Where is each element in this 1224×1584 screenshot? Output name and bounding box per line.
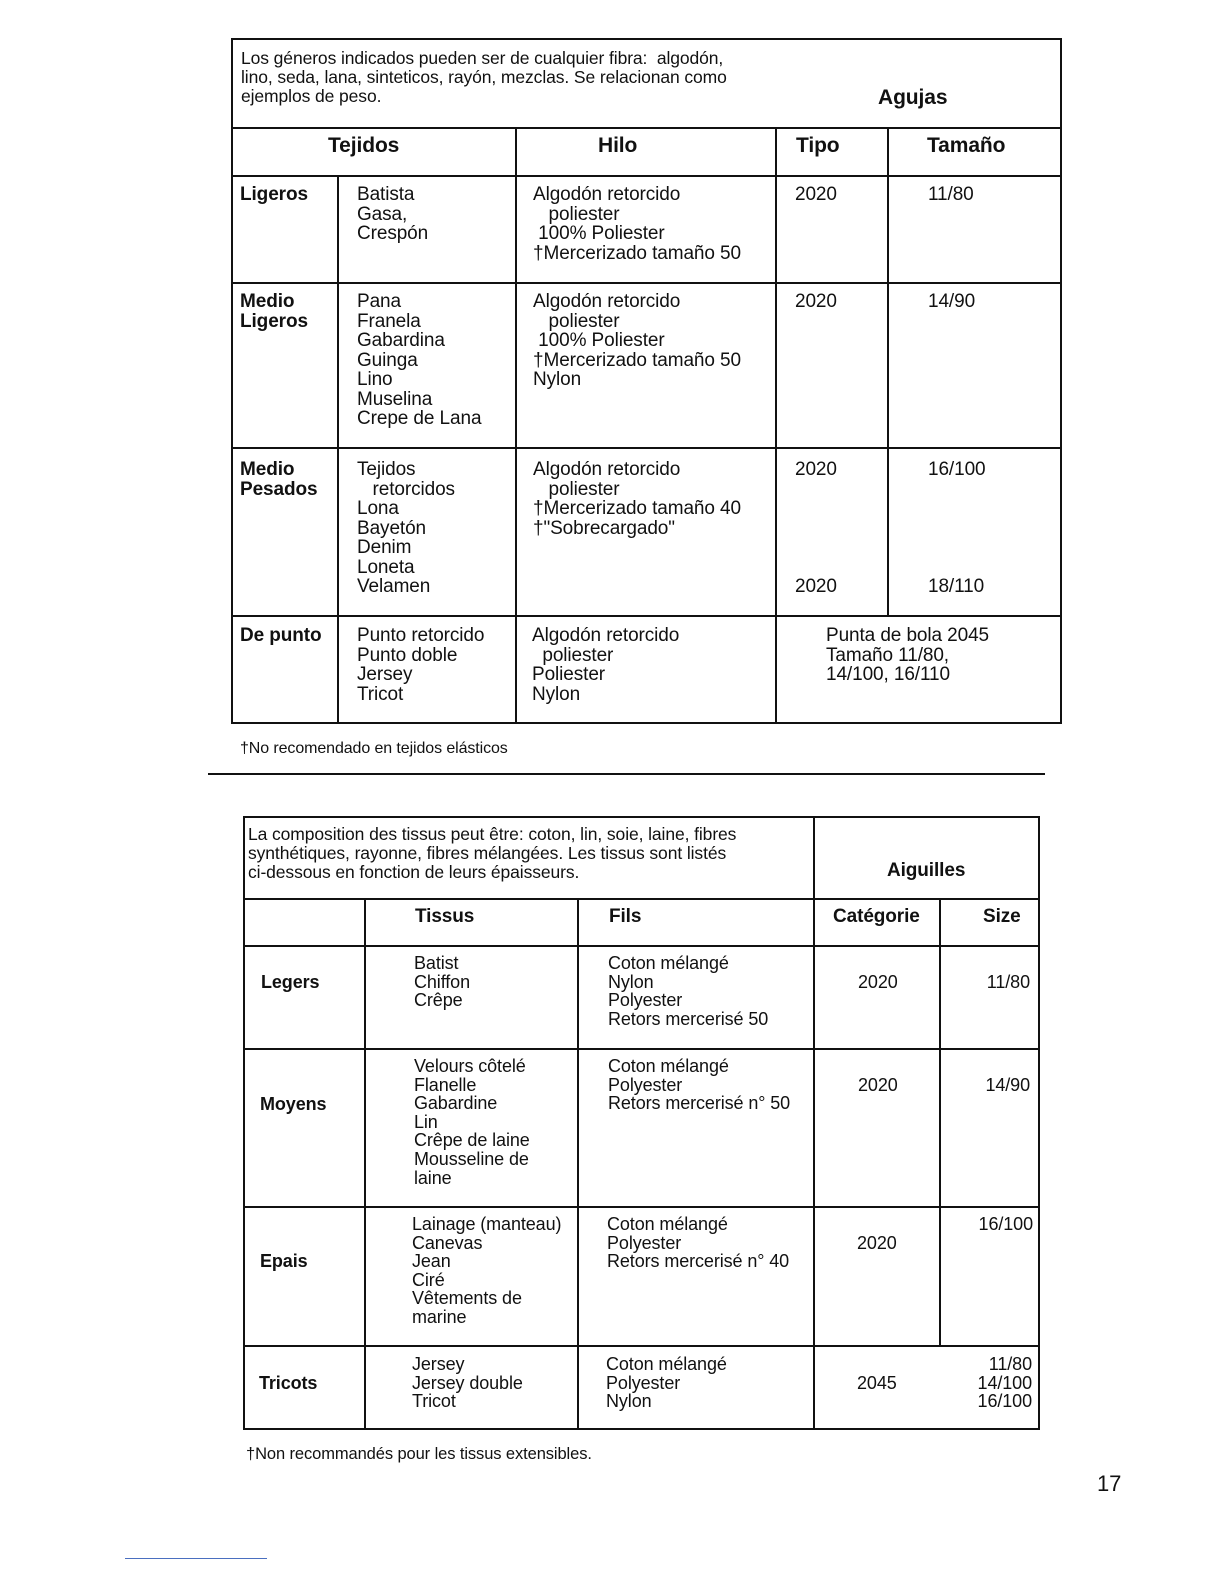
fr-row2-category: Moyens bbox=[260, 1094, 327, 1114]
es-row2-type: 2020 bbox=[795, 291, 837, 312]
fr-row4-size: 11/80 14/100 16/100 bbox=[977, 1354, 1032, 1412]
fr-line-col-category bbox=[364, 898, 366, 1430]
fr-row2-size: 14/90 bbox=[985, 1075, 1030, 1095]
es-needles-heading: Agujas bbox=[878, 86, 948, 109]
fr-row1-thread: Coton mélangé Nylon Polyester Retors mercerisé 50 bbox=[608, 953, 769, 1029]
es-row1-type: 2020 bbox=[795, 184, 837, 205]
page-number: 17 bbox=[1097, 1471, 1122, 1496]
es-header-thread: Hilo bbox=[598, 134, 638, 157]
es-header-fabrics: Tejidos bbox=[328, 134, 400, 157]
fr-line-col-thread bbox=[813, 816, 815, 1430]
fr-row4-category: Tricots bbox=[259, 1373, 318, 1393]
es-row2-thread: Algodón retorcido poliester 100% Poliester †Mercerizado tamaño 50 Nylon bbox=[533, 291, 741, 390]
es-row4-thread: Algodón retorcido poliester Poliester Nylon bbox=[532, 625, 680, 705]
french-table bbox=[243, 816, 1040, 1430]
fr-line-row1 bbox=[243, 1048, 1040, 1050]
es-row3-category: Medio Pesados bbox=[240, 459, 318, 500]
es-line-row2 bbox=[231, 447, 1062, 449]
fr-line-row3 bbox=[243, 1345, 1040, 1347]
es-row3-fabrics: Tejidos retorcidos Lona Bayetón Denim Loneta Velamen bbox=[357, 459, 455, 597]
es-row3-size: 16/100 bbox=[928, 459, 986, 480]
fr-row1-size: 11/80 bbox=[986, 972, 1030, 992]
es-row3-thread: Algodón retorcido poliester †Mercerizado tamaño 40 †"Sobrecargado" bbox=[533, 459, 741, 539]
bottom-rule bbox=[125, 1558, 267, 1559]
es-row1-category: Ligeros bbox=[240, 184, 308, 205]
fr-row1-category: Legers bbox=[261, 972, 320, 992]
fr-row3-fabrics: Lainage (manteau) Canevas Jean Ciré Vêtements de marine bbox=[412, 1214, 562, 1327]
es-line-col-type bbox=[887, 127, 889, 616]
es-row4-category: De punto bbox=[240, 625, 322, 646]
es-row1-fabrics: Batista Gasa, Crespón bbox=[357, 184, 429, 244]
fr-row3-type: 2020 bbox=[857, 1233, 897, 1253]
fr-row1-fabrics: Batist Chiffon Crêpe bbox=[414, 953, 471, 1011]
fr-row2-type: 2020 bbox=[858, 1075, 898, 1095]
es-row3-type: 2020 bbox=[795, 459, 837, 480]
fr-row3-size: 16/100 bbox=[978, 1214, 1033, 1234]
fr-row1-type: 2020 bbox=[858, 972, 898, 992]
fr-row4-thread: Coton mélangé Polyester Nylon bbox=[606, 1354, 727, 1412]
fr-needles-heading: Aiguilles bbox=[887, 860, 966, 881]
es-footnote: †No recomendado en tejidos elásticos bbox=[240, 740, 508, 757]
es-row2-category: Medio Ligeros bbox=[240, 291, 308, 332]
fr-line-header-top bbox=[243, 898, 1040, 900]
fr-header-category: Catégorie bbox=[833, 906, 920, 927]
fr-header-thread: Fils bbox=[609, 906, 642, 927]
section-divider bbox=[208, 773, 1045, 775]
fr-row2-fabrics: Velours côtelé Flanelle Gabardine Lin Crêpe de laine Mousseline de laine bbox=[414, 1056, 530, 1188]
fr-header-fabrics: Tissus bbox=[415, 906, 475, 927]
fr-intro-text: La composition des tissus peut être: coton, lin, soie, laine, fibres synthétiques, rayonne, fibres mélangées. Les tissus sont listés ci-dessous en fonction de leurs épaisseurs. bbox=[248, 824, 737, 882]
es-row2-fabrics: Pana Franela Gabardina Guinga Lino Muselina Crepe de Lana bbox=[357, 291, 482, 429]
es-row1-size: 11/80 bbox=[928, 184, 974, 205]
es-line-row3 bbox=[231, 615, 1062, 617]
es-line-header-bottom bbox=[231, 175, 1062, 177]
es-header-type: Tipo bbox=[796, 134, 840, 157]
es-intro-text: Los géneros indicados pueden ser de cualquier fibra: algodón, lino, seda, lana, sinteticos, rayón, mezclas. Se relacionan como ejemplos de peso. bbox=[241, 48, 727, 106]
es-line-col-fabric bbox=[515, 127, 517, 724]
fr-row4-fabrics: Jersey Jersey double Tricot bbox=[412, 1354, 523, 1412]
es-line-col-category bbox=[337, 175, 339, 724]
es-row2-size: 14/90 bbox=[928, 291, 976, 312]
fr-line-col-fabric bbox=[577, 898, 579, 1430]
fr-header-size: Size bbox=[983, 906, 1021, 927]
fr-row3-category: Epais bbox=[260, 1251, 308, 1271]
es-row1-thread: Algodón retorcido poliester 100% Poliester †Mercerizado tamaño 50 bbox=[533, 184, 741, 264]
fr-line-header-bottom bbox=[243, 945, 1040, 947]
es-row4-fabrics: Punto retorcido Punto doble Jersey Tricot bbox=[357, 625, 485, 705]
fr-line-col-type bbox=[939, 898, 941, 1345]
fr-line-row2 bbox=[243, 1206, 1040, 1208]
fr-row4-type: 2045 bbox=[857, 1373, 897, 1393]
es-row4-needle: Punta de bola 2045 Tamaño 11/80, 14/100, 16/110 bbox=[826, 625, 990, 685]
es-header-size: Tamaño bbox=[927, 134, 1006, 157]
fr-row2-thread: Coton mélangé Polyester Retors mercerisé n° 50 bbox=[608, 1056, 791, 1114]
es-line-col-thread bbox=[775, 127, 777, 724]
es-row3-type-2: 2020 bbox=[795, 576, 837, 597]
fr-row3-thread: Coton mélangé Polyester Retors mercerisé n° 40 bbox=[607, 1214, 790, 1272]
fr-footnote: †Non recommandés pour les tissus extensibles. bbox=[246, 1445, 592, 1463]
es-line-row1 bbox=[231, 282, 1062, 284]
es-line-header-top bbox=[231, 127, 1062, 129]
es-row3-size-2: 18/110 bbox=[928, 576, 985, 597]
